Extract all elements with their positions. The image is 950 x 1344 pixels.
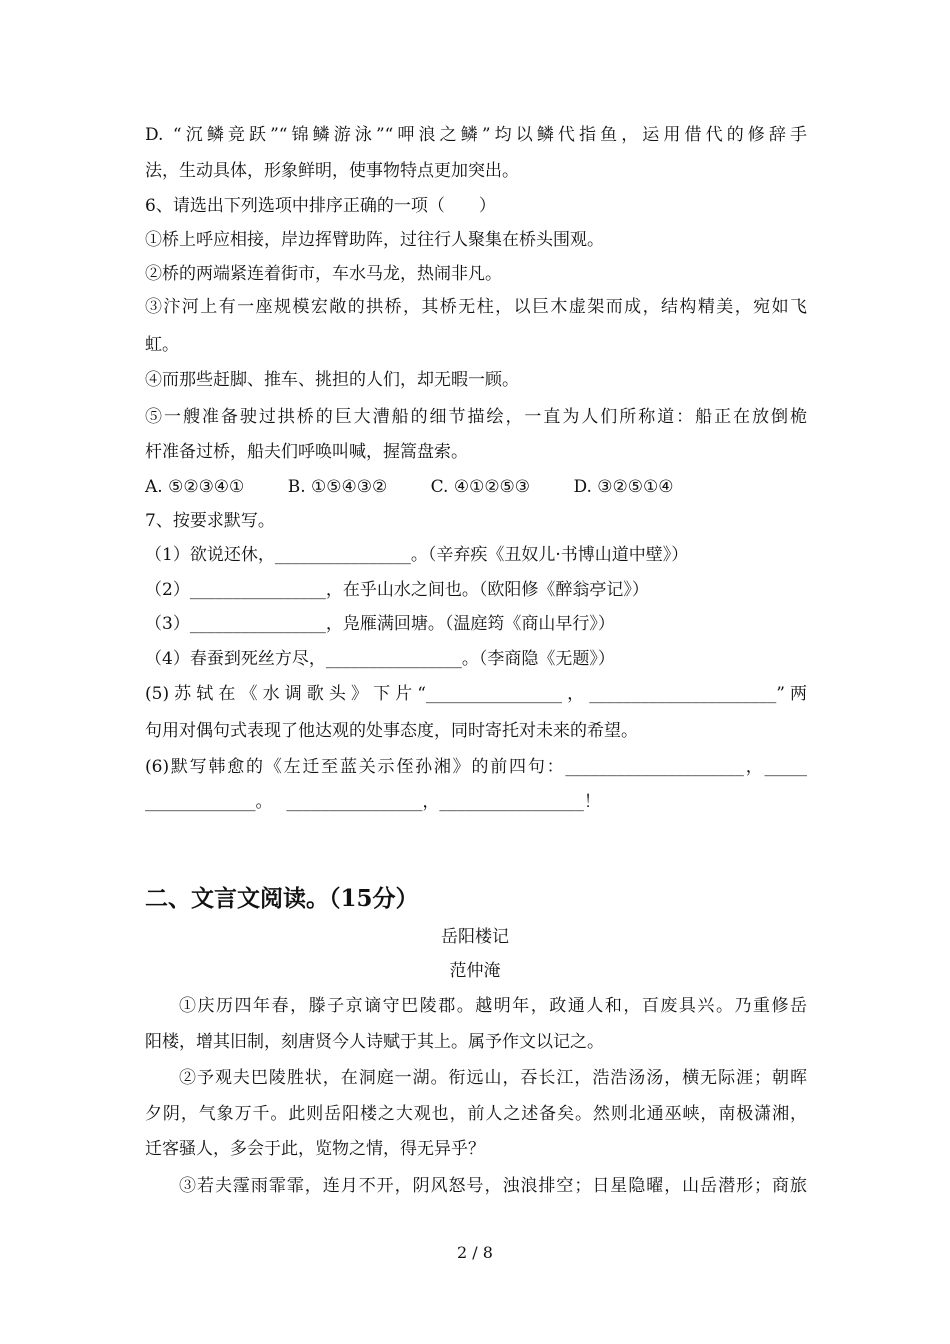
q6-item: 虹。 [145, 335, 179, 355]
q6-option-a: A. ⑤②③④① [145, 477, 245, 497]
q7-line: 句用对偶句式表现了他达观的处事态度，同时寄托对未来的希望。 [145, 721, 638, 741]
q6-option-d: D. ③②⑤①④ [573, 477, 674, 497]
article-title: 岳阳楼记 [441, 927, 509, 947]
article-author: 范仲淹 [449, 961, 501, 981]
paragraph-line: ①庆历四年春，滕子京谪守巴陵郡。越明年，政通人和，百废具兴。乃重修岳 [179, 996, 807, 1016]
q6-stem: 6、请选出下列选项中排序正确的一项（ ） [145, 196, 496, 216]
page-number: 2 / 8 [457, 1243, 493, 1262]
q7-line: （2）________________，在乎山水之间也。（欧阳修《醉翁亭记》） [145, 580, 649, 600]
q5-option-d-line2: 法，生动具体，形象鲜明，使事物特点更加突出。 [145, 161, 519, 181]
q6-item: ②桥的两端紧连着街市，车水马龙，热闹非凡。 [145, 264, 502, 284]
paragraph-line: 迁客骚人，多会于此，览物之情，得无异乎？ [145, 1139, 485, 1159]
q6-option-b: B. ①⑤④③② [287, 477, 388, 497]
q7-line: （4）春蚕到死丝方尽，________________。（李商隐《无题》） [145, 649, 615, 669]
q7-line: _____________。 ________________，_________________！ [145, 792, 601, 812]
q7-line: (6)默写韩愈的《左迁至蓝关示侄孙湘》的前四句：_____________________，_____ [145, 757, 807, 777]
paragraph-line: 夕阴，气象万千。此则岳阳楼之大观也，前人之述备矣。然则北通巫峡，南极潇湘， [145, 1104, 807, 1124]
q5-option-d-line1: D. “沉鳞竞跃”“锦鳞游泳”“呷浪之鳞”均以鳞代指鱼，运用借代的修辞手 [145, 125, 807, 145]
q7-stem: 7、按要求默写。 [145, 511, 275, 531]
paragraph-line: ③若夫霪雨霏霏，连月不开，阴风怒号，浊浪排空；日星隐曜，山岳潜形；商旅 [179, 1176, 807, 1196]
q6-item: ③汴河上有一座规模宏敞的拱桥，其桥无柱，以巨木虚架而成，结构精美，宛如飞 [145, 297, 807, 317]
q7-line: （3）________________，凫雁满回塘。（温庭筠《商山早行》） [145, 614, 615, 634]
q6-item: 杆准备过桥，船夫们呼唤叫喊，握篙盘索。 [145, 442, 468, 462]
q7-line: （1）欲说还休，________________。（辛弃疾《丑奴儿·书博山道中壁》） [145, 545, 689, 565]
section-heading: 二、文言文阅读。（15分） [145, 885, 419, 912]
q7-line: (5)苏轼在《水调歌头》下片“________________，______________________”两 [145, 684, 807, 704]
q6-item: ⑤一艘准备驶过拱桥的巨大漕船的细节描绘，一直为人们所称道：船正在放倒桅 [145, 407, 807, 427]
q6-item: ①桥上呼应相接，岸边挥臂助阵，过往行人聚集在桥头围观。 [145, 230, 604, 250]
paragraph-line: ②予观夫巴陵胜状，在洞庭一湖。衔远山，吞长江，浩浩汤汤，横无际涯；朝晖 [179, 1068, 807, 1088]
q6-item: ④而那些赶脚、推车、挑担的人们，却无暇一顾。 [145, 370, 519, 390]
paragraph-line: 阳楼，增其旧制，刻唐贤今人诗赋于其上。属予作文以记之。 [145, 1032, 604, 1052]
q6-options [145, 475, 807, 499]
q6-option-c: C. ④①②⑤③ [430, 477, 531, 497]
